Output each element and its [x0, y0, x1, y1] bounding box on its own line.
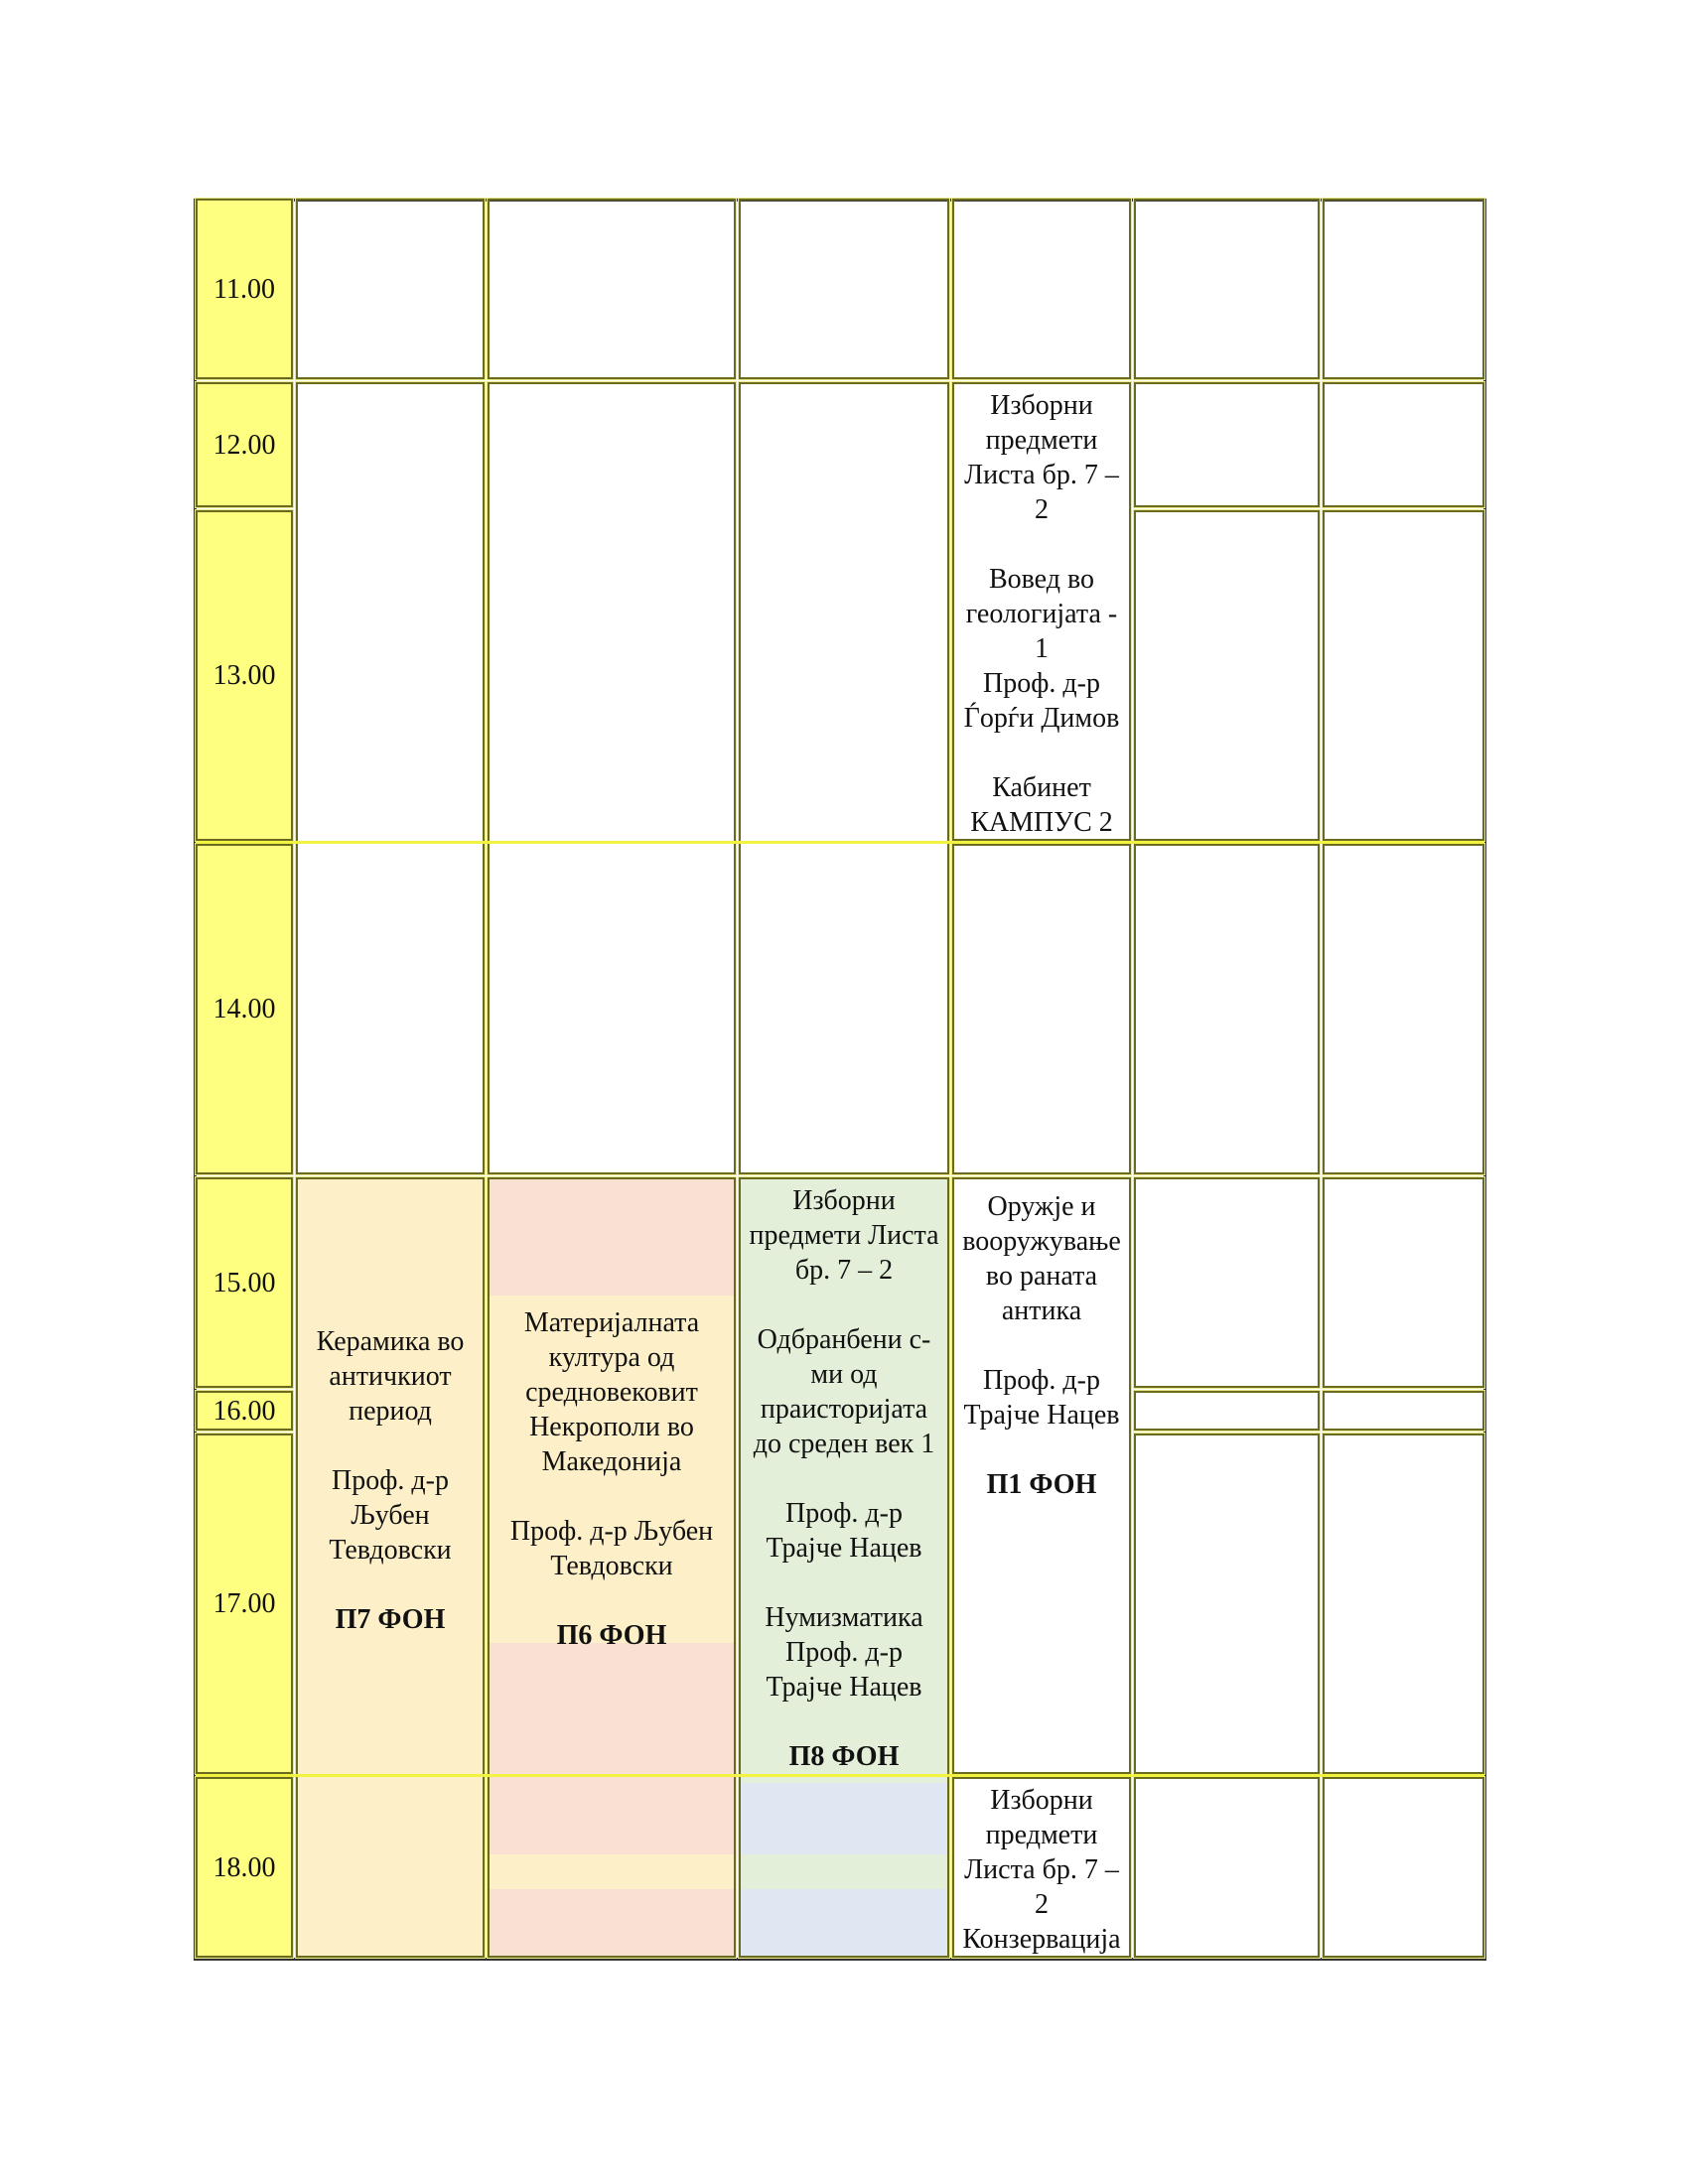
- professor-text: Ѓорѓи Димов: [963, 703, 1120, 734]
- empty-cell: [488, 199, 736, 379]
- course-title: во раната: [985, 1261, 1098, 1292]
- time-cell-1300: [196, 510, 293, 841]
- empty-cell: [1134, 199, 1320, 379]
- course-title: период: [349, 1396, 432, 1427]
- course-title: вооружување: [962, 1226, 1121, 1257]
- professor-text: Проф. д-р: [785, 1637, 903, 1668]
- course-text: 2: [1035, 1889, 1049, 1920]
- time-cell-1500: [196, 1177, 293, 1388]
- empty-cell: [952, 844, 1131, 1174]
- time-label: 18.00: [212, 1851, 276, 1883]
- course-text: Листа бр. 7 –: [964, 1854, 1119, 1885]
- course-text: предмети: [985, 1820, 1098, 1850]
- row-separator: [196, 1774, 1484, 1777]
- course-cell-conservation: [952, 1777, 1131, 1958]
- time-cell-1400: [196, 844, 293, 1174]
- professor-text: Трајче Нацев: [766, 1533, 922, 1564]
- empty-cell: [1323, 1433, 1484, 1774]
- empty-cell: [488, 382, 736, 1174]
- professor-text: Проф. д-р: [332, 1465, 449, 1496]
- room-text: П8 ФОН: [788, 1741, 900, 1772]
- empty-cell: [1134, 1433, 1320, 1774]
- empty-cell: [296, 382, 485, 1174]
- course-title: Конзервација: [962, 1924, 1121, 1955]
- course-text: 1: [1035, 633, 1049, 664]
- course-cell-weapons: [952, 1177, 1131, 1774]
- empty-cell: [1134, 1391, 1320, 1431]
- empty-cell: [296, 199, 485, 379]
- course-title: антика: [1001, 1296, 1082, 1326]
- professor-text: Тевдовски: [329, 1535, 452, 1566]
- course-title: ми од: [810, 1359, 878, 1390]
- professor-text: Проф. д-р: [983, 1365, 1100, 1396]
- time-cell-1200: [196, 382, 293, 507]
- course-text: 2: [1035, 494, 1049, 525]
- professor-text: Тевдовски: [550, 1551, 673, 1581]
- course-title: култура од: [548, 1342, 675, 1373]
- time-label: 17.00: [212, 1588, 276, 1619]
- empty-cell: [1323, 1177, 1484, 1388]
- course-text: Вовед во: [988, 564, 1095, 595]
- course-title: Одбранбени с-: [757, 1324, 931, 1355]
- course-title: Нумизматика: [765, 1602, 923, 1633]
- course-title: античкиот: [329, 1361, 452, 1392]
- course-text: бр. 7 – 2: [794, 1255, 894, 1286]
- course-title: Керамика во: [316, 1326, 465, 1357]
- time-label: 11.00: [213, 273, 275, 305]
- time-cell-1100: [196, 199, 293, 379]
- course-cell-geology: [952, 382, 1131, 841]
- empty-cell: [1134, 1777, 1320, 1958]
- empty-cell: [1134, 844, 1320, 1174]
- room-text: КАМПУС 2: [970, 807, 1113, 838]
- empty-cell: [739, 382, 949, 1174]
- empty-cell: [739, 199, 949, 379]
- course-text: геологијата -: [965, 599, 1118, 629]
- time-label: 14.00: [212, 994, 276, 1024]
- course-cell-ceramics: [296, 1177, 485, 1958]
- room-text: Кабинет: [992, 772, 1091, 803]
- course-title: Оружје и: [987, 1191, 1096, 1222]
- course-title: праисторијата: [760, 1394, 928, 1425]
- empty-cell: [952, 199, 1131, 379]
- course-title: Македонија: [541, 1446, 682, 1477]
- time-cell-1600: [196, 1391, 293, 1431]
- empty-cell: [1323, 382, 1484, 507]
- empty-cell: [1134, 510, 1320, 841]
- time-label: 12.00: [212, 429, 276, 461]
- time-cell-1800: [196, 1777, 293, 1958]
- empty-cell: [1323, 1777, 1484, 1958]
- time-label: 13.00: [212, 660, 276, 691]
- professor-text: Љубен: [351, 1500, 430, 1531]
- empty-cell: [1323, 1391, 1484, 1431]
- course-title: до среден век 1: [753, 1429, 935, 1459]
- course-text: Изборни: [792, 1185, 896, 1216]
- time-label: 16.00: [212, 1395, 276, 1427]
- empty-cell: [1323, 844, 1484, 1174]
- course-title: Материјалната: [523, 1307, 700, 1338]
- course-text: предмети: [985, 425, 1098, 456]
- course-cell-electives-p8: [739, 1177, 949, 1958]
- empty-cell: [1134, 1177, 1320, 1388]
- course-text: Изборни: [990, 1785, 1093, 1816]
- time-label: 15.00: [212, 1267, 276, 1298]
- room-text: П7 ФОН: [335, 1604, 446, 1635]
- professor-text: Проф. д-р Љубен: [509, 1516, 714, 1547]
- professor-text: Проф. д-р: [983, 668, 1100, 699]
- room-text: П6 ФОН: [556, 1620, 667, 1651]
- course-cell-material-culture: [488, 1177, 736, 1958]
- professor-text: Проф. д-р: [785, 1498, 903, 1529]
- professor-text: Трајче Нацев: [963, 1400, 1120, 1431]
- course-title: Некрополи во: [529, 1412, 694, 1442]
- course-text: предмети Листа: [749, 1220, 939, 1251]
- course-text: Листа бр. 7 –: [964, 460, 1119, 490]
- empty-cell: [1134, 382, 1320, 507]
- course-text: Изборни: [990, 390, 1093, 421]
- empty-cell: [1323, 199, 1484, 379]
- professor-text: Трајче Нацев: [766, 1672, 922, 1703]
- empty-cell: [1323, 510, 1484, 841]
- room-text: П1 ФОН: [986, 1469, 1097, 1500]
- row-separator: [196, 841, 1484, 844]
- time-cell-1700: [196, 1433, 293, 1774]
- course-title: средновековит: [525, 1377, 698, 1408]
